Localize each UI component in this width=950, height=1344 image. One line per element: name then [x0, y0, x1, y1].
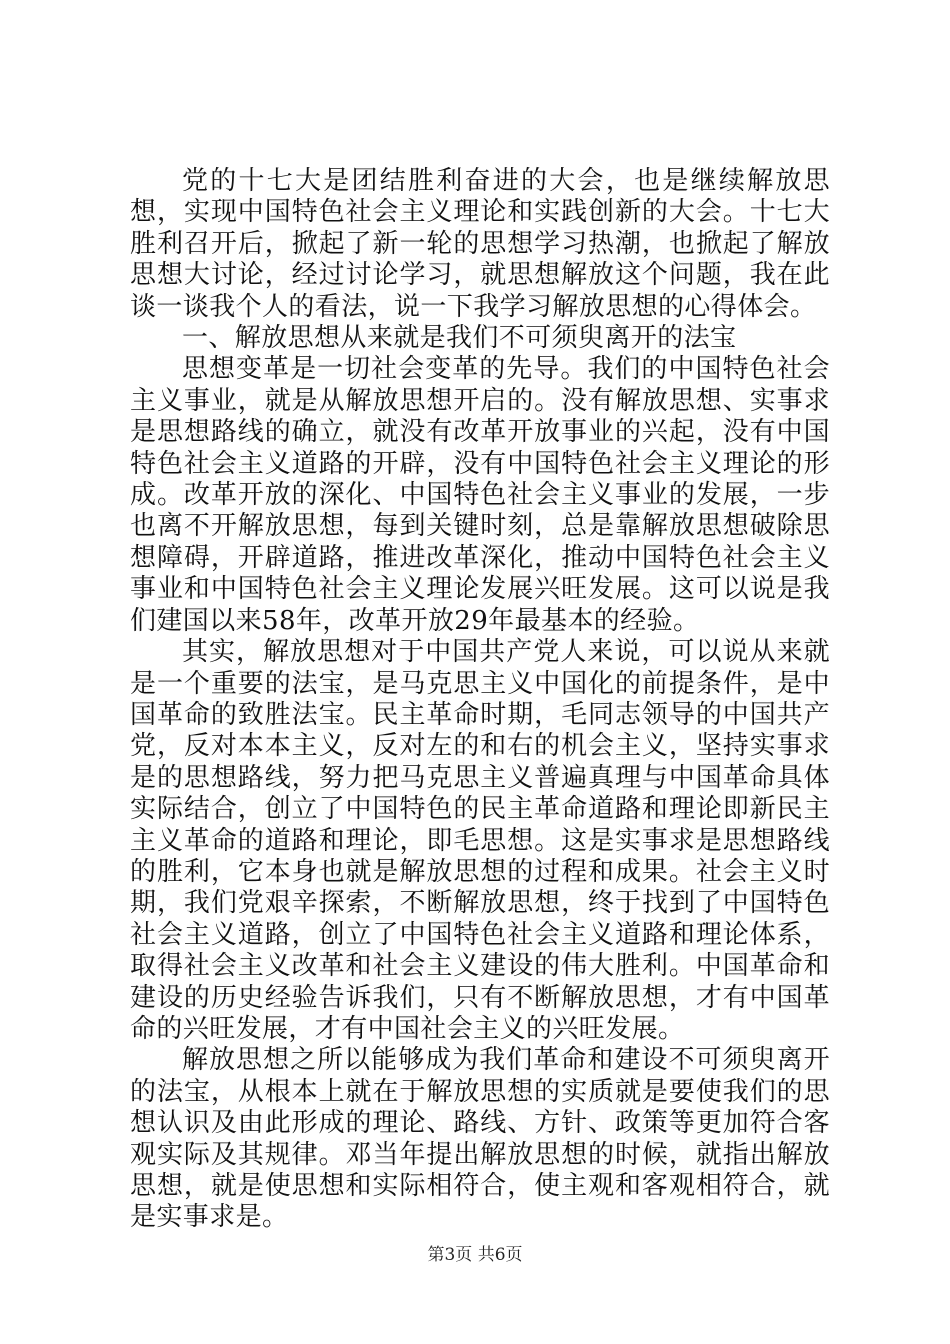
page-footer: 第3页 共6页: [427, 1245, 523, 1265]
section-heading-1: 一、解放思想从来就是我们不可须臾离开的法宝: [182, 323, 737, 354]
paragraph-magic-weapon: 其实，解放思想对于中国共产党人来说，可以说从来就是一个重要的法宝，是马克思主义中国化的前提条件，是中国革命的致胜法宝。民主革命时期，毛同志领导的中国共产党，反对本本主义，反对左的和右的机会主义，坚持实事求是的思想路线，努力把马克思主义普遍真理与中国革命具体实际结合，创立了中国特色的民主革命道路和理论即新民主主义革命的道路和理论，即毛思想。这是实事求是思想路线的胜利，它本身也就是解放思想的过程和成果。社会主义时期，我们党艰辛探索，不断解放思想，终于找到了中国特色社会主义道路，创立了中国特色社会主义道路和理论体系，取得社会主义改革和社会主义建设的伟大胜利。中国革命和建设的历史经验告诉我们，只有不断解放思想，才有中国革命的兴旺发展，才有中国社会主义的兴旺发展。: [130, 637, 830, 1044]
paragraph-thought-reform: 思想变革是一切社会变革的先导。我们的中国特色社会主义事业，就是从解放思想开启的。没有解放思想、实事求是思想路线的确立，就没有改革开放事业的兴起，没有中国特色社会主义道路的开辟，没有中国特色社会主义理论的形成。改革开放的深化、中国特色社会主义事业的发展，一步也离不开解放思想，每到关键时刻，总是靠解放思想破除思想障碍，开辟道路，推进改革深化，推动中国特色社会主义事业和中国特色社会主义理论发展兴旺发展。这可以说是我们建国以来58年，改革开放29年最基本的经验。: [130, 354, 830, 636]
paragraph-essence: 解放思想之所以能够成为我们革命和建设不可须臾离开的法宝，从根本上就在于解放思想的实质就是要使我们的思想认识及由此形成的理论、路线、方针、政策等更加符合客观实际及其规律。邓当年提出解放思想的时候，就指出解放思想，就是使思想和实际相符合，使主观和客观相符合，就是实事求是。: [130, 1045, 830, 1233]
document-body: [130, 166, 830, 1234]
paragraph-intro: 党的十七大是团结胜利奋进的大会，也是继续解放思想，实现中国特色社会主义理论和实践创新的大会。十七大胜利召开后，掀起了新一轮的思想学习热潮，也掀起了解放思想大讨论，经过讨论学习，就思想解放这个问题，我在此谈一谈我个人的看法，说一下我学习解放思想的心得体会。: [130, 166, 830, 322]
